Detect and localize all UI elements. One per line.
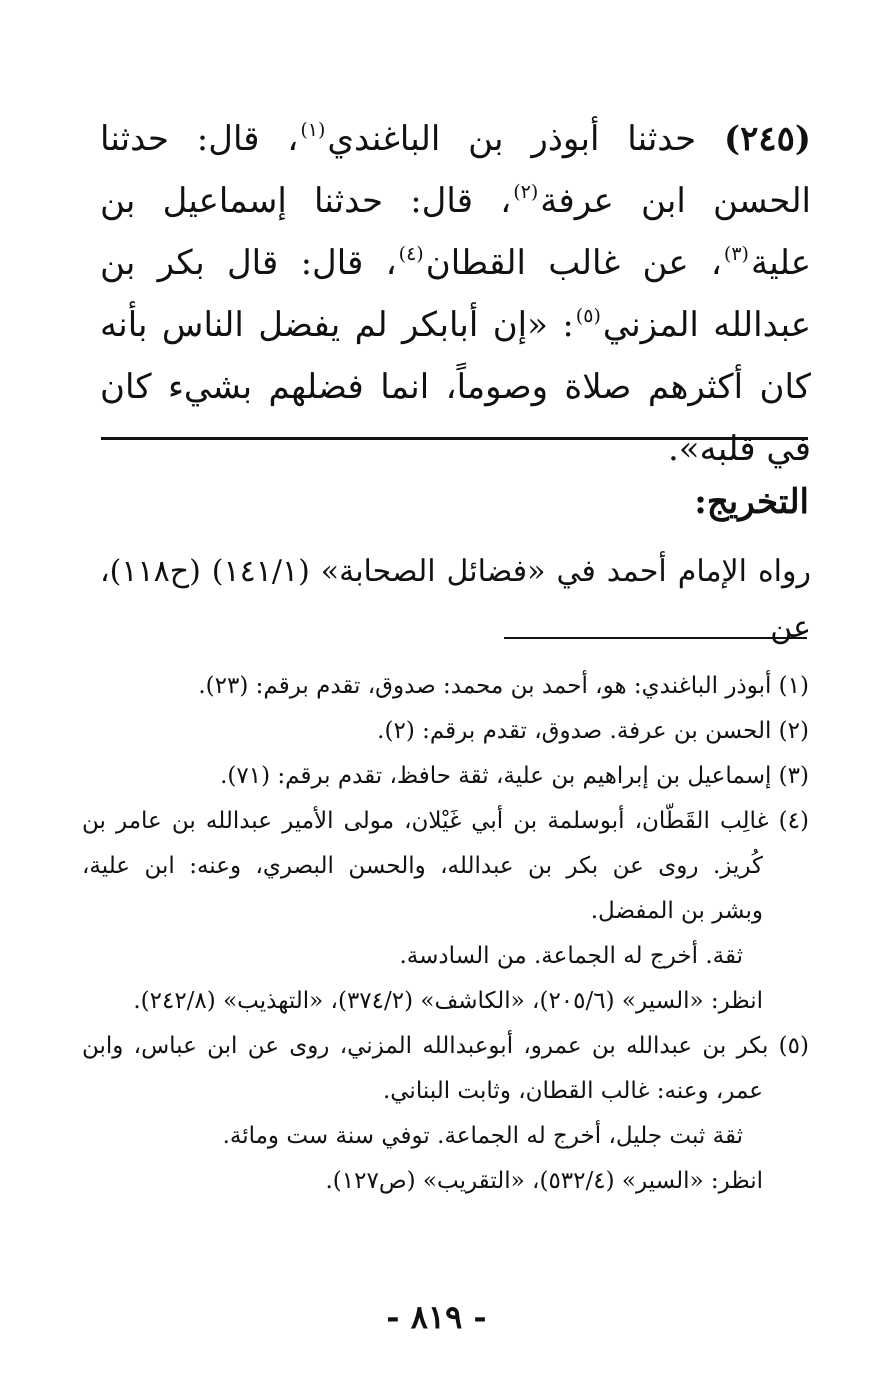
footnote-5-line-3: ثقة ثبت جليل، أخرج له الجماعة. توفي سنة ست ومائة.	[222, 1123, 743, 1149]
footnotes	[82, 664, 809, 1204]
footnote-ref: (٣)	[723, 243, 749, 265]
footnote-ref: (٥)	[575, 305, 601, 327]
hadith-number: (٢٤٥)	[724, 119, 811, 159]
hadith-segment: ، قال: حدثنا الحسن ابن عرفة	[100, 119, 812, 221]
footnote-4-line-3: وبشر بن المفضل.	[590, 898, 763, 924]
footnote-ref: (١)	[300, 119, 326, 141]
footnote-4-line-2: كُريز. روى عن بكر بن عبدالله، والحسن البصري، وعنه: ابن علية،	[82, 853, 763, 879]
hadith-segment: ، قال: حدثنا إسماعيل بن علية	[100, 181, 811, 283]
section-divider	[101, 437, 808, 440]
footnote-divider	[504, 637, 807, 639]
section-title: التخريج:	[694, 482, 809, 522]
page-number: - ٨١٩ -	[386, 1298, 487, 1336]
hadith-segment: حدثنا أبوذر بن الباغندي	[327, 119, 697, 159]
footnote-3: (٣) إسماعيل بن إبراهيم بن علية، ثقة حافظ، تقدم برقم: (٧١).	[220, 763, 809, 789]
hadith-segment: : «إن أبابكر لم يفضل الناس بأنه كان أكثرهم صلاة وصوماً، انما فضلهم بشيء كان في قلبه».	[100, 305, 811, 469]
takhrij-text: رواه الإمام أحمد في «فضائل الصحابة» (١٤١/١) (ح١١٨)، عن	[100, 554, 811, 645]
footnote-5-line-1: (٥) بكر بن عبدالله بن عمرو، أبوعبدالله المزني، روى عن ابن عباس، وابن	[82, 1033, 809, 1059]
footnote-5-line-4: انظر: «السير» (٥٣٢/٤)، «التقريب» (ص١٢٧).	[325, 1168, 763, 1194]
footnote-1: (١) أبوذر الباغندي: هو، أحمد بن محمد: صدوق، تقدم برقم: (٢٣).	[198, 673, 809, 699]
footnote-4-line-4: ثقة. أخرج له الجماعة. من السادسة.	[399, 943, 743, 969]
footnote-4-line-1: (٤) غالِب القَطّان، أبوسلمة بن أبي غَيْلان، مولى الأمير عبدالله بن عامر بن	[82, 808, 809, 834]
footnote-4-line-5: انظر: «السير» (٢٠٥/٦)، «الكاشف» (٣٧٤/٢)، «التهذيب» (٢٤٢/٨).	[133, 988, 763, 1014]
hadith-segment: ، عن غالب القطان	[425, 243, 722, 283]
footnote-ref: (٤)	[398, 243, 424, 265]
hadith-text	[100, 108, 811, 480]
footnote-ref: (٢)	[513, 181, 539, 203]
hadith-segment: ، قال: قال بكر بن عبدالله المزني	[100, 243, 811, 345]
footnote-5-line-2: عمر، وعنه: غالب القطان، وثابت البناني.	[382, 1078, 763, 1104]
footnote-2: (٢) الحسن بن عرفة. صدوق، تقدم برقم: (٢).	[377, 718, 809, 744]
